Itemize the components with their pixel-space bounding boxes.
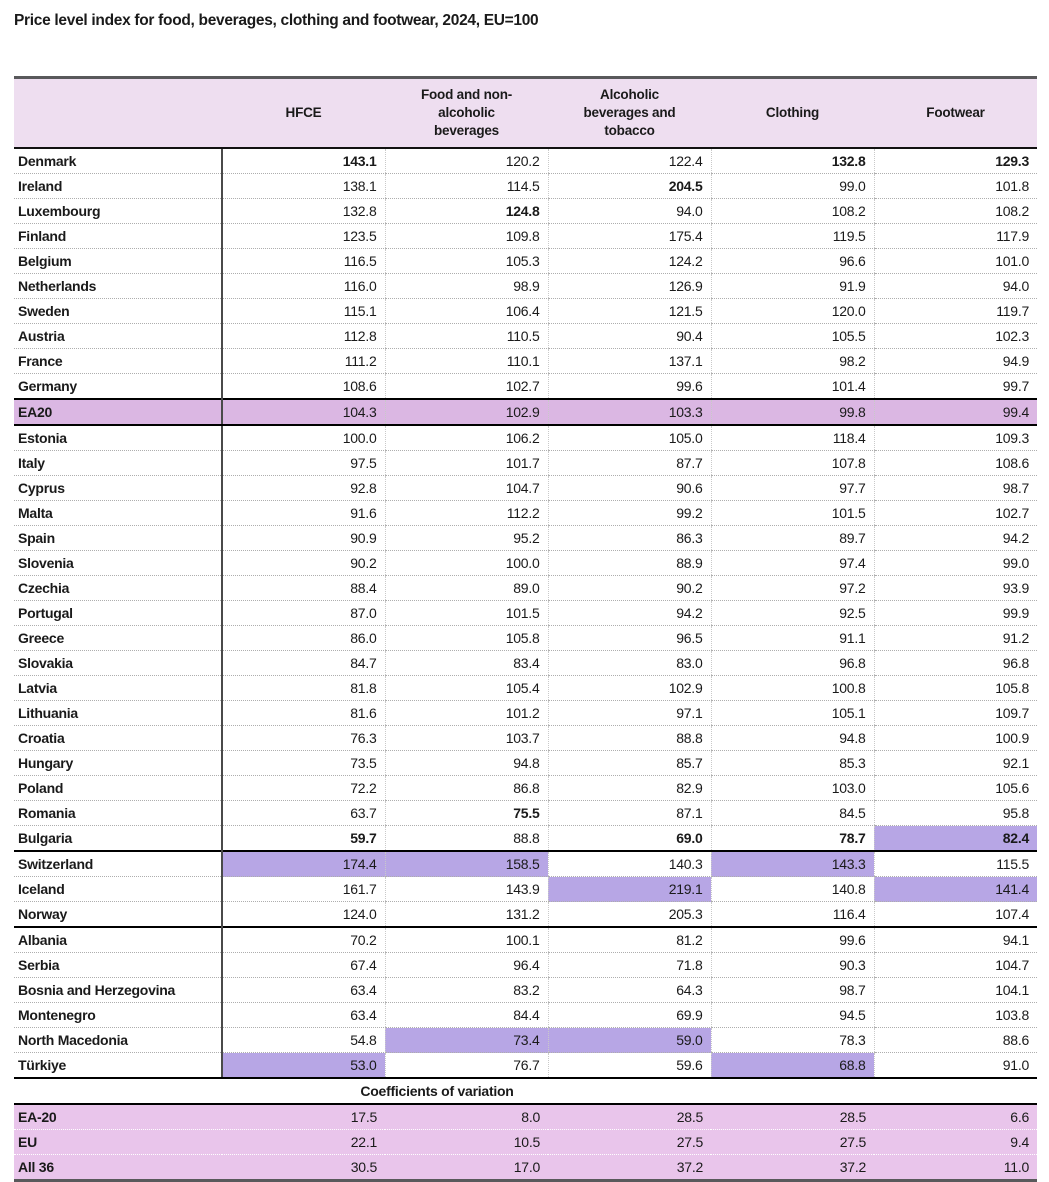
cell-value: 67.4 — [222, 953, 385, 978]
cell-value: 83.2 — [385, 978, 548, 1003]
cell-value: 99.8 — [711, 399, 874, 425]
cell-value: 100.1 — [385, 927, 548, 953]
cell-value: 143.1 — [222, 148, 385, 174]
column-header-footwear: Footwear — [874, 78, 1037, 149]
table-row — [14, 224, 1037, 249]
cell-value: 110.5 — [385, 324, 548, 349]
table-row — [14, 174, 1037, 199]
cell-value: 10.5 — [385, 1130, 548, 1155]
cell-value: 117.9 — [874, 224, 1037, 249]
cell-value: 99.6 — [711, 927, 874, 953]
cell-value: 98.2 — [711, 349, 874, 374]
cell-value: 138.1 — [222, 174, 385, 199]
cell-value: 102.7 — [874, 501, 1037, 526]
cell-value: 81.2 — [548, 927, 711, 953]
cov-section-row — [14, 1078, 1037, 1104]
row-label: Poland — [14, 776, 222, 801]
row-label: Cyprus — [14, 476, 222, 501]
cell-value: 109.8 — [385, 224, 548, 249]
row-label: Norway — [14, 902, 222, 928]
cell-value: 81.6 — [222, 701, 385, 726]
cell-value: 28.5 — [548, 1104, 711, 1130]
cell-value: 219.1 — [548, 877, 711, 902]
row-label: Finland — [14, 224, 222, 249]
cell-value: 103.0 — [711, 776, 874, 801]
row-label: Estonia — [14, 425, 222, 451]
row-label: Lithuania — [14, 701, 222, 726]
cell-value: 99.0 — [711, 174, 874, 199]
cell-value: 97.2 — [711, 576, 874, 601]
table-row — [14, 249, 1037, 274]
table-row — [14, 1155, 1037, 1181]
row-label: Netherlands — [14, 274, 222, 299]
row-label: Bosnia and Herzegovina — [14, 978, 222, 1003]
cell-value: 175.4 — [548, 224, 711, 249]
row-label: Iceland — [14, 877, 222, 902]
table-row — [14, 1104, 1037, 1130]
row-label: Türkiye — [14, 1053, 222, 1079]
cell-value: 102.9 — [385, 399, 548, 425]
table-row — [14, 425, 1037, 451]
cell-value: 59.0 — [548, 1028, 711, 1053]
table-row — [14, 299, 1037, 324]
table-row — [14, 676, 1037, 701]
row-label: France — [14, 349, 222, 374]
cell-value: 97.5 — [222, 451, 385, 476]
cell-value: 104.7 — [385, 476, 548, 501]
cell-value: 96.5 — [548, 626, 711, 651]
column-header-country — [14, 78, 222, 149]
row-label: EA20 — [14, 399, 222, 425]
cell-value: 137.1 — [548, 349, 711, 374]
cell-value: 91.0 — [874, 1053, 1037, 1079]
row-label: Denmark — [14, 148, 222, 174]
cell-value: 105.1 — [711, 701, 874, 726]
cell-value: 63.4 — [222, 978, 385, 1003]
table-row — [14, 801, 1037, 826]
cell-value: 124.2 — [548, 249, 711, 274]
table-row — [14, 274, 1037, 299]
row-label: Switzerland — [14, 851, 222, 877]
table-row — [14, 953, 1037, 978]
row-label: Spain — [14, 526, 222, 551]
row-label: EU — [14, 1130, 222, 1155]
cell-value: 90.3 — [711, 953, 874, 978]
cell-value: 94.2 — [874, 526, 1037, 551]
cell-value: 88.6 — [874, 1028, 1037, 1053]
cell-value: 91.1 — [711, 626, 874, 651]
row-label: Czechia — [14, 576, 222, 601]
cell-value: 98.9 — [385, 274, 548, 299]
cell-value: 95.2 — [385, 526, 548, 551]
cell-value: 108.2 — [711, 199, 874, 224]
cell-value: 129.3 — [874, 148, 1037, 174]
cell-value: 109.7 — [874, 701, 1037, 726]
cell-value: 103.8 — [874, 1003, 1037, 1028]
row-label: Bulgaria — [14, 826, 222, 852]
cell-value: 91.2 — [874, 626, 1037, 651]
cell-value: 96.8 — [711, 651, 874, 676]
cell-value: 108.6 — [874, 451, 1037, 476]
cell-value: 119.7 — [874, 299, 1037, 324]
row-label: Germany — [14, 374, 222, 400]
cell-value: 101.4 — [711, 374, 874, 400]
row-label: Ireland — [14, 174, 222, 199]
table-row — [14, 877, 1037, 902]
cell-value: 82.4 — [874, 826, 1037, 852]
row-label: Montenegro — [14, 1003, 222, 1028]
cell-value: 94.5 — [711, 1003, 874, 1028]
table-row — [14, 1028, 1037, 1053]
table-row — [14, 551, 1037, 576]
cell-value: 88.8 — [385, 826, 548, 852]
table-row — [14, 374, 1037, 400]
cell-value: 82.9 — [548, 776, 711, 801]
cell-value: 94.9 — [874, 349, 1037, 374]
cell-value: 118.4 — [711, 425, 874, 451]
cell-value: 120.0 — [711, 299, 874, 324]
cell-value: 132.8 — [222, 199, 385, 224]
cell-value: 91.9 — [711, 274, 874, 299]
table-row — [14, 1130, 1037, 1155]
cell-value: 76.3 — [222, 726, 385, 751]
row-label: North Macedonia — [14, 1028, 222, 1053]
cell-value: 75.5 — [385, 801, 548, 826]
row-label: Italy — [14, 451, 222, 476]
cell-value: 8.0 — [385, 1104, 548, 1130]
cell-value: 122.4 — [548, 148, 711, 174]
cell-value: 99.6 — [548, 374, 711, 400]
cell-value: 84.5 — [711, 801, 874, 826]
row-label: Austria — [14, 324, 222, 349]
cell-value: 158.5 — [385, 851, 548, 877]
cell-value: 22.1 — [222, 1130, 385, 1155]
cell-value: 86.0 — [222, 626, 385, 651]
table-row — [14, 601, 1037, 626]
price-level-index-table — [14, 76, 1037, 1182]
column-header-food: Food and non-alcoholic beverages — [385, 78, 548, 149]
row-label: Sweden — [14, 299, 222, 324]
cell-value: 101.5 — [385, 601, 548, 626]
cell-value: 78.7 — [711, 826, 874, 852]
table-row — [14, 651, 1037, 676]
row-label: Portugal — [14, 601, 222, 626]
cell-value: 86.8 — [385, 776, 548, 801]
cell-value: 126.9 — [548, 274, 711, 299]
row-label: Serbia — [14, 953, 222, 978]
cell-value: 28.5 — [711, 1104, 874, 1130]
table-row — [14, 701, 1037, 726]
cell-value: 105.4 — [385, 676, 548, 701]
cell-value: 116.4 — [711, 902, 874, 928]
cell-value: 105.5 — [711, 324, 874, 349]
cell-value: 73.4 — [385, 1028, 548, 1053]
cell-value: 88.9 — [548, 551, 711, 576]
cell-value: 105.6 — [874, 776, 1037, 801]
table-row — [14, 148, 1037, 174]
cell-value: 69.9 — [548, 1003, 711, 1028]
column-header-clothing: Clothing — [711, 78, 874, 149]
table-row — [14, 399, 1037, 425]
cell-value: 205.3 — [548, 902, 711, 928]
cell-value: 99.4 — [874, 399, 1037, 425]
cell-value: 88.4 — [222, 576, 385, 601]
cell-value: 83.4 — [385, 651, 548, 676]
cell-value: 100.9 — [874, 726, 1037, 751]
cell-value: 174.4 — [222, 851, 385, 877]
cell-value: 124.0 — [222, 902, 385, 928]
column-header-alcohol-tobacco: Alcoholic beverages and tobacco — [548, 78, 711, 149]
cell-value: 99.7 — [874, 374, 1037, 400]
cell-value: 90.6 — [548, 476, 711, 501]
cell-value: 101.2 — [385, 701, 548, 726]
cell-value: 107.8 — [711, 451, 874, 476]
table-row — [14, 1053, 1037, 1079]
cell-value: 105.8 — [385, 626, 548, 651]
cell-value: 6.6 — [874, 1104, 1037, 1130]
cell-value: 141.4 — [874, 877, 1037, 902]
table-row — [14, 902, 1037, 928]
cell-value: 90.4 — [548, 324, 711, 349]
cell-value: 76.7 — [385, 1053, 548, 1079]
cell-value: 94.8 — [385, 751, 548, 776]
cell-value: 85.7 — [548, 751, 711, 776]
row-label: Romania — [14, 801, 222, 826]
cell-value: 64.3 — [548, 978, 711, 1003]
cell-value: 102.7 — [385, 374, 548, 400]
cell-value: 116.5 — [222, 249, 385, 274]
table-row — [14, 927, 1037, 953]
cell-value: 104.7 — [874, 953, 1037, 978]
table-row — [14, 751, 1037, 776]
table-row — [14, 626, 1037, 651]
cell-value: 116.0 — [222, 274, 385, 299]
cell-value: 71.8 — [548, 953, 711, 978]
cell-value: 81.8 — [222, 676, 385, 701]
cell-value: 123.5 — [222, 224, 385, 249]
cell-value: 140.8 — [711, 877, 874, 902]
cell-value: 204.5 — [548, 174, 711, 199]
table-row — [14, 501, 1037, 526]
cell-value: 88.8 — [548, 726, 711, 751]
cell-value: 115.1 — [222, 299, 385, 324]
cell-value: 91.6 — [222, 501, 385, 526]
cell-value: 94.0 — [874, 274, 1037, 299]
cell-value: 112.8 — [222, 324, 385, 349]
cell-value: 99.0 — [874, 551, 1037, 576]
cell-value: 105.0 — [548, 425, 711, 451]
row-label: Croatia — [14, 726, 222, 751]
cell-value: 100.0 — [385, 551, 548, 576]
cell-value: 119.5 — [711, 224, 874, 249]
cell-value: 17.0 — [385, 1155, 548, 1181]
cell-value: 92.5 — [711, 601, 874, 626]
header-row — [14, 78, 1037, 149]
cell-value: 97.1 — [548, 701, 711, 726]
cell-value: 93.9 — [874, 576, 1037, 601]
cell-value: 101.7 — [385, 451, 548, 476]
cell-value: 11.0 — [874, 1155, 1037, 1181]
cell-value: 83.0 — [548, 651, 711, 676]
table-row — [14, 476, 1037, 501]
cell-value: 143.9 — [385, 877, 548, 902]
row-label: Luxembourg — [14, 199, 222, 224]
cell-value: 30.5 — [222, 1155, 385, 1181]
table-row — [14, 726, 1037, 751]
cell-value: 86.3 — [548, 526, 711, 551]
cell-value: 102.9 — [548, 676, 711, 701]
cell-value: 37.2 — [711, 1155, 874, 1181]
table-row — [14, 576, 1037, 601]
table-row — [14, 978, 1037, 1003]
row-label: Hungary — [14, 751, 222, 776]
cell-value: 96.4 — [385, 953, 548, 978]
cell-value: 59.6 — [548, 1053, 711, 1079]
cell-value: 94.2 — [548, 601, 711, 626]
table-row — [14, 349, 1037, 374]
cell-value: 95.8 — [874, 801, 1037, 826]
cell-value: 107.4 — [874, 902, 1037, 928]
cell-value: 96.6 — [711, 249, 874, 274]
cell-value: 108.2 — [874, 199, 1037, 224]
cell-value: 101.8 — [874, 174, 1037, 199]
cell-value: 54.8 — [222, 1028, 385, 1053]
table-row — [14, 851, 1037, 877]
table-row — [14, 451, 1037, 476]
cell-value: 97.4 — [711, 551, 874, 576]
cell-value: 92.8 — [222, 476, 385, 501]
cell-value: 110.1 — [385, 349, 548, 374]
cell-value: 100.0 — [222, 425, 385, 451]
cell-value: 121.5 — [548, 299, 711, 324]
row-label: Slovakia — [14, 651, 222, 676]
cell-value: 109.3 — [874, 425, 1037, 451]
cell-value: 106.2 — [385, 425, 548, 451]
cell-value: 27.5 — [711, 1130, 874, 1155]
cell-value: 103.7 — [385, 726, 548, 751]
cell-value: 59.7 — [222, 826, 385, 852]
cell-value: 104.1 — [874, 978, 1037, 1003]
cell-value: 87.1 — [548, 801, 711, 826]
cell-value: 63.4 — [222, 1003, 385, 1028]
page-title: Price level index for food, beverages, clothing and footwear, 2024, EU=100 — [14, 12, 539, 29]
cell-value: 140.3 — [548, 851, 711, 877]
cell-value: 96.8 — [874, 651, 1037, 676]
cell-value: 87.7 — [548, 451, 711, 476]
row-label: Greece — [14, 626, 222, 651]
cell-value: 73.5 — [222, 751, 385, 776]
table-row — [14, 526, 1037, 551]
cell-value: 94.8 — [711, 726, 874, 751]
cell-value: 68.8 — [711, 1053, 874, 1079]
cell-value: 17.5 — [222, 1104, 385, 1130]
cell-value: 161.7 — [222, 877, 385, 902]
cell-value: 90.2 — [548, 576, 711, 601]
cell-value: 103.3 — [548, 399, 711, 425]
cell-value: 70.2 — [222, 927, 385, 953]
cell-value: 85.3 — [711, 751, 874, 776]
cell-value: 115.5 — [874, 851, 1037, 877]
cell-value: 104.3 — [222, 399, 385, 425]
row-label: Albania — [14, 927, 222, 953]
cov-section-title: Coefficients of variation — [14, 1078, 1037, 1104]
cell-value: 94.1 — [874, 927, 1037, 953]
cell-value: 99.9 — [874, 601, 1037, 626]
cell-value: 72.2 — [222, 776, 385, 801]
row-label: Malta — [14, 501, 222, 526]
cell-value: 98.7 — [874, 476, 1037, 501]
cell-value: 94.0 — [548, 199, 711, 224]
table-row — [14, 324, 1037, 349]
cell-value: 143.3 — [711, 851, 874, 877]
cell-value: 131.2 — [385, 902, 548, 928]
column-header-hfce: HFCE — [222, 78, 385, 149]
cell-value: 101.5 — [711, 501, 874, 526]
cell-value: 105.3 — [385, 249, 548, 274]
cell-value: 114.5 — [385, 174, 548, 199]
cell-value: 124.8 — [385, 199, 548, 224]
cell-value: 37.2 — [548, 1155, 711, 1181]
cell-value: 106.4 — [385, 299, 548, 324]
cell-value: 97.7 — [711, 476, 874, 501]
cell-value: 112.2 — [385, 501, 548, 526]
cell-value: 87.0 — [222, 601, 385, 626]
cell-value: 27.5 — [548, 1130, 711, 1155]
cell-value: 84.4 — [385, 1003, 548, 1028]
cell-value: 89.7 — [711, 526, 874, 551]
row-label: EA-20 — [14, 1104, 222, 1130]
cell-value: 99.2 — [548, 501, 711, 526]
cell-value: 132.8 — [711, 148, 874, 174]
cell-value: 101.0 — [874, 249, 1037, 274]
table-row — [14, 776, 1037, 801]
cell-value: 69.0 — [548, 826, 711, 852]
cell-value: 111.2 — [222, 349, 385, 374]
cell-value: 84.7 — [222, 651, 385, 676]
row-label: Belgium — [14, 249, 222, 274]
cell-value: 90.2 — [222, 551, 385, 576]
cell-value: 102.3 — [874, 324, 1037, 349]
cell-value: 92.1 — [874, 751, 1037, 776]
row-label: Latvia — [14, 676, 222, 701]
cell-value: 89.0 — [385, 576, 548, 601]
cell-value: 120.2 — [385, 148, 548, 174]
cell-value: 105.8 — [874, 676, 1037, 701]
row-label: All 36 — [14, 1155, 222, 1181]
cell-value: 9.4 — [874, 1130, 1037, 1155]
cell-value: 53.0 — [222, 1053, 385, 1079]
row-label: Slovenia — [14, 551, 222, 576]
table-row — [14, 826, 1037, 852]
cell-value: 100.8 — [711, 676, 874, 701]
cell-value: 78.3 — [711, 1028, 874, 1053]
cell-value: 90.9 — [222, 526, 385, 551]
table-row — [14, 199, 1037, 224]
table-row — [14, 1003, 1037, 1028]
cell-value: 98.7 — [711, 978, 874, 1003]
cell-value: 108.6 — [222, 374, 385, 400]
cell-value: 63.7 — [222, 801, 385, 826]
